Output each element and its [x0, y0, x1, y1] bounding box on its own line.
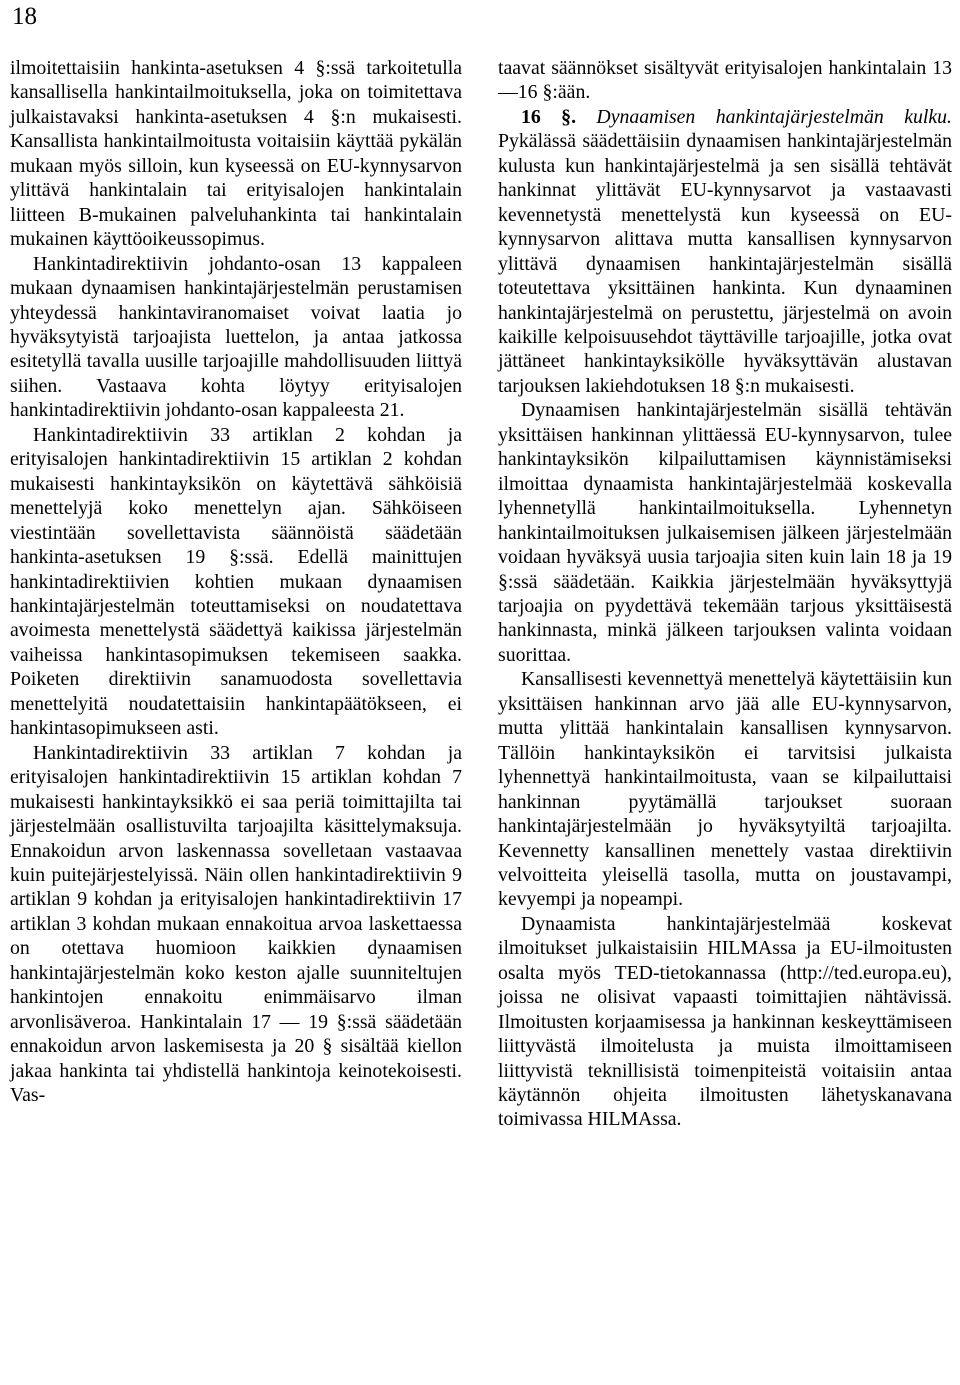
section-16-paragraph [498, 105, 952, 398]
section-number: 16 §. [521, 105, 577, 128]
right-paragraph-2: Kansallisesti kevennettyä menettelyä käytettäisiin kun yksittäisen hankinnan arvo jää alle EU-kynnysarvon, mutta ylittää hankintalain kansallisen kynnysarvon. Tällöin hankintayksikön ei tarvitsisi julkaista lyhennettyä hankintailmoitusta, vaan se kilpailuttaisi hankinnan pyytämällä tarjoukset suoraan hankintajärjestelmään jo hyväksytyiltä tarjoajilta. Kevennetty kansallinen menettely vastaa direktiivin velvoitteita yleisellä tasolla, mutta on joustavampi, kevyempi ja nopeampi. [498, 668, 952, 911]
section-title: Dynaamisen hankintajärjestelmän kulku. [596, 105, 953, 128]
left-paragraph-2: Hankintadirektiivin johdanto-osan 13 kappaleen mukaan dynaamisen hankintajärjestelmän perustamisen yhteydessä hankintaviranomaiset voivat laatia jo hyväksytyistä tarjoajista luettelon, ja antaa jatkossa esitetyllä tavalla uusille tarjoajille mahdollisuuden liittyä siihen. Vastaava kohta löytyy erityisalojen hankintadirektiivin johdanto-osan kappaleesta 21. [10, 252, 462, 422]
left-paragraph-4: Hankintadirektiivin 33 artiklan 7 kohdan ja erityisalojen hankintadirektiivin 15 artiklan kohdan 7 mukaisesti hankintayksikkö ei saa periä toimittajilta tai järjestelmään osallistuvilta tarjoajilta käsittelymaksuja. Ennakoidun arvon laskennassa sovelletaan vastaavaa kuin puitejärjestelyissä. Näin ollen hankintadirektiivin 9 artiklan 9 kohdan ja erityisalojen hankintadirektiivin 17 artiklan 3 kohdan mukaan ennakoitua arvoa laskettaessa on otettava huomioon kaikkien dynaamisen hankintajärjestelmän koko keston ajalle suunniteltujen hankintojen ennakoitu enimmäisarvo ilman arvonlisäveroa. Hankintalain 17 — 19 §:ssä säädetään ennakoidun arvon laskemisesta ja 20 § sisältää kiellon jakaa hankinta tai yhdistellä hankintoja keinotekoisesti. Vas- [10, 741, 462, 1107]
section-text: Pykälässä säädettäisiin dynaamisen hankintajärjestelmän kulusta kun hankintajärjestelmä ja sen sisällä tehtävät hankinnat ylittävät EU-kynnysarvot ja vastaavasti kevennetystä menettelystä kun kyseessä on EU-kynnysarvon alittava mutta kansallisen kynnysarvon ylittävä dynaamisen hankintajärjestelmän sisällä toteutettava yksittäinen hankinta. Kun dynaaminen hankintajärjestelmä on perustettu, järjestelmä on avoin kaikille kelpoisuusehdot täyttäville tarjoajille, jotka ovat jättäneet hankintayksikölle hyväksyttävän alustavan tarjouksen lakiehdotuksen 18 §:n mukaisesti. [498, 130, 952, 397]
right-intro-paragraph: taavat säännökset sisältyvät erityisalojen hankintalain 13 —16 §:ään. [498, 57, 952, 104]
right-paragraph-1: Dynaamisen hankintajärjestelmän sisällä tehtävän yksittäisen hankinnan ylittäessä EU-kynnysarvon, tulee hankintayksikön kilpailuttamisen käynnistämiseksi ilmoittaa dynaamista hankintajärjestelmää koskevalla lyhennetyllä hankintailmoituksella. Lyhennetyn hankintailmoituksen julkaisemisen jälkeen järjestelmään voidaan hyväksyä uusia tarjoajia siten kuin lain 18 ja 19 §:ssä säädetään. Kaikkia järjestelmään hyväksyttyjä tarjoajia on pyydettävä tekemään tarjous yksittäisestä hankinnasta, minkä jälkeen tarjouksen valinta voidaan suorittaa. [498, 399, 952, 666]
left-paragraph-1: ilmoitettaisiin hankinta-asetuksen 4 §:ssä tarkoitetulla kansallisella hankintailmoituksella, joka on toimitettava julkaistavaksi hankinta-asetuksen 4 §:n mukaisesti. Kansallista hankintailmoitusta voitaisiin käyttää pykälän mukaan myös silloin, kun kyseessä on EU-kynnysarvon ylittävä hankintalain tai erityisalojen hankintalain liitteen B-mukainen palveluhankinta tai hankintalain mukainen käyttöoikeussopimus. [10, 57, 462, 251]
left-column [10, 56, 462, 1107]
right-column [498, 56, 952, 1132]
right-paragraph-3: Dynaamista hankintajärjestelmää koskevat ilmoitukset julkaistaisiin HILMAssa ja EU-ilmoitusten osalta myös TED-tietokannassa (http://ted.europa.eu), joissa ne olisivat vapaasti toimittajien nähtävissä. Ilmoitusten korjaamisessa ja hankinnan keskeyttämiseen liittyvästä ilmoitelusta ja muista ilmoittamiseen liittyvistä teknillisistä toimenpiteistä voitaisiin antaa käytännön ohjeita ilmoitusten lähetyskanavana toimivassa HILMAssa. [498, 912, 952, 1131]
page-number: 18 [12, 3, 37, 30]
left-paragraph-3: Hankintadirektiivin 33 artiklan 2 kohdan ja erityisalojen hankintadirektiivin 15 artiklan 2 kohdan mukaisesti hankintayksikön on käytettävä sähköisiä menettelyjä koko menettelyn ajan. Sähköiseen viestintään sovellettavista säännöistä säädetään hankinta-asetuksen 19 §:ssä. Edellä mainittujen hankintadirektiivien kohtien mukaan dynaamisen hankintajärjestelmän toteuttamiseksi on noudatettava avoimesta menettelystä säädettyä kaikissa järjestelmän vaiheissa hankintasopimuksen tekemiseen saakka. Poiketen direktiivin sanamuodosta sovellettavia menettelyitä noudatettaisiin hankintapäätökseen, ei hankintasopimukseen asti. [10, 423, 462, 740]
